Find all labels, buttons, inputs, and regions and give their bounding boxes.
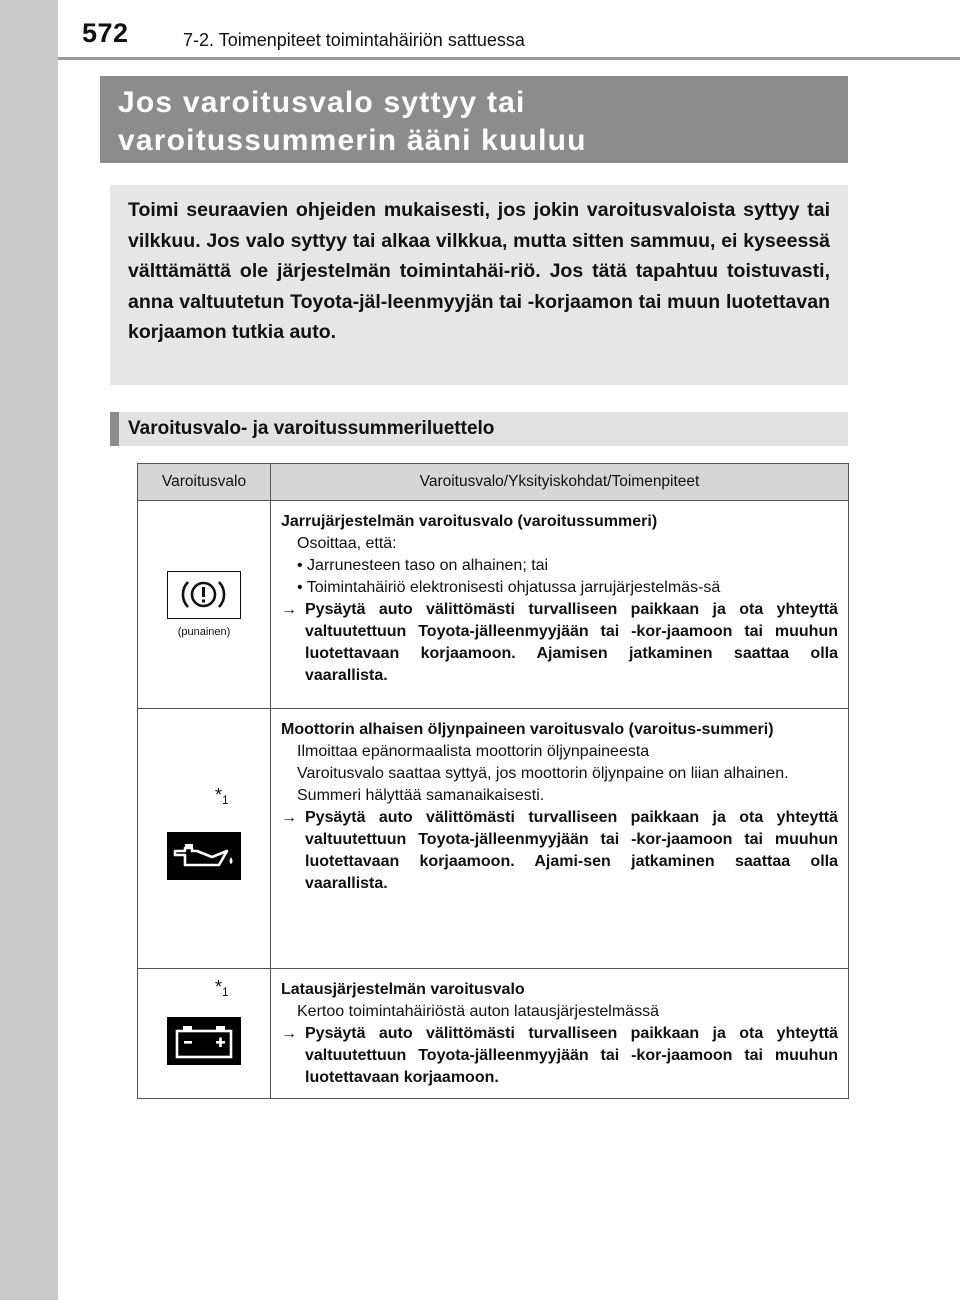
row-title: Latausjärjestelmän varoitusvalo (281, 981, 525, 998)
warning-light-table (137, 463, 849, 1099)
column-header-light: Varoitusvalo (138, 464, 271, 501)
subsection-heading (110, 412, 848, 446)
icon-color-note: (punainen) (177, 626, 231, 638)
intro-box (110, 185, 848, 385)
bullet-item: • Jarrunesteen taso on alhainen; tai (297, 557, 549, 574)
row-line: Varoitusvalo saattaa syttyä, jos moottorin öljynpaine on liian alhainen. (297, 765, 789, 782)
column-header-details: Varoitusvalo/Yksityiskohdat/Toimenpiteet (271, 464, 849, 501)
arrow-icon: → (281, 601, 297, 618)
arrow-icon: → (281, 1025, 297, 1042)
arrow-icon: → (281, 809, 297, 826)
table-row (138, 709, 849, 969)
chapter-title: 7-2. Toimenpiteet toimintahäiriön sattuessa (183, 30, 525, 50)
subsection-label: Varoitusvalo- ja varoitussummeriluettelo (128, 418, 495, 439)
section-title-line1: Jos varoitusvalo syttyy tai (118, 86, 526, 119)
action-text: → Pysäytä auto välittömästi turvalliseen paikkaan ja ota yhteyttä valtuutettuun Toyota-jälleenmyyjään tai -kor-jaamoon tai muuhun luotettavaan korjaamoon. (281, 1025, 838, 1086)
page-number: 572 (82, 18, 129, 48)
icon-cell (138, 969, 271, 1099)
row-line: Kertoo toimintahäiriöstä auton latausjärjestelmässä (297, 1003, 659, 1020)
action-text: → Pysäytä auto välittömästi turvalliseen paikkaan ja ota yhteyttä valtuutettuun Toyota-jälleenmyyjään tai -kor-jaamoon tai muuhun luotettavaan korjaamoon. Ajamisen jatkaminen saattaa olla vaarallista. (281, 601, 838, 684)
table-header-row (138, 464, 849, 501)
row-lead: Osoittaa, että: (297, 535, 397, 552)
icon-cell (138, 709, 271, 969)
table-row (138, 969, 849, 1099)
footnote-marker: $*_1$ (215, 977, 229, 999)
details-cell (271, 501, 849, 709)
section-banner (100, 76, 848, 163)
header-rule (58, 57, 960, 60)
bullet-item: • Toimintahäiriö elektronisesti ohjatussa jarrujärjestelmäs-sä (297, 579, 721, 596)
footnote-marker: $*_1$ (215, 785, 229, 807)
details-cell (271, 709, 849, 969)
intro-text: Toimi seuraavien ohjeiden mukaisesti, jos jokin varoitusvaloista syttyy tai vilkkuu. Jos valo syttyy tai alkaa vilkkua, mutta sitten sammuu, ei kyseessä välttämättä ole järjestelmän toimintahäi-riö. Jos tätä tapahtuu toistuvasti, anna valtuutetun Toyota-jäl-leenmyyjän tai -korjaamon tai muun luotettavan korjaamon tutkia auto. (128, 199, 830, 343)
battery-charging-icon (167, 1017, 241, 1065)
icon-cell (138, 501, 271, 709)
page-edge-strip (0, 0, 58, 1300)
details-cell (271, 969, 849, 1099)
subsection-bar (110, 412, 119, 446)
table-row (138, 501, 849, 709)
row-title: Moottorin alhaisen öljynpaineen varoitusvalo (varoitus-summeri) (281, 721, 774, 738)
oil-pressure-icon (167, 832, 241, 880)
row-line: Summeri hälyttää samanaikaisesti. (297, 787, 545, 804)
section-title-line2: varoitussummerin ääni kuuluu (118, 124, 587, 157)
action-text: → Pysäytä auto välittömästi turvalliseen paikkaan ja ota yhteyttä valtuutettuun Toyota-jälleenmyyjään tai -kor-jaamoon tai muuhun luotettavaan korjaamoon. Ajami-sen jatkaminen saattaa olla vaarallista. (281, 809, 838, 892)
row-line: Ilmoittaa epänormaalista moottorin öljynpaineesta (297, 743, 650, 760)
brake-warning-icon (167, 571, 241, 619)
row-title: Jarrujärjestelmän varoitusvalo (varoitussummeri) (281, 513, 658, 530)
section-title (118, 84, 587, 160)
